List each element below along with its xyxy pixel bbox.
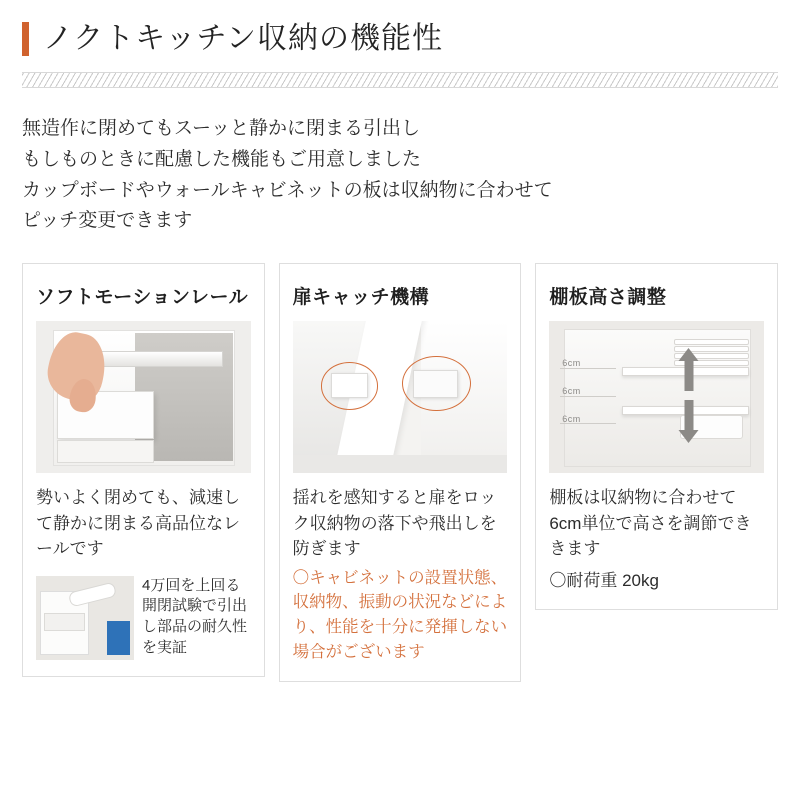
intro-line-2: もしものときに配慮した機能もご用意しました	[22, 148, 422, 170]
highlight-circle-icon	[402, 356, 471, 411]
page-header	[0, 0, 800, 56]
card-inset-block	[36, 576, 251, 660]
card-note-text: 〇キャビネットの設置状態、収納物、振動の状況などにより、性能を十分に発揮しない場合がございます	[292, 568, 508, 661]
card-title: 扉キャッチ機構	[292, 287, 430, 309]
shelf-gap-label: 6cm	[562, 357, 581, 368]
shelf-gap-label: 6cm	[562, 413, 581, 424]
feature-card-soft-motion-rail	[22, 263, 265, 677]
door-catch-photo	[293, 321, 508, 473]
card-title: 棚板高さ調整	[549, 287, 667, 309]
height-adjust-arrows-icon	[678, 348, 699, 442]
card-body-text: 揺れを感知すると扉をロック収納物の落下や飛出しを防ぎます	[292, 488, 497, 559]
intro-line-1: 無造作に閉めてもスーッと静かに閉まる引出し	[22, 118, 421, 139]
feature-card-shelf-height	[535, 263, 778, 610]
highlight-circle-icon	[321, 362, 379, 410]
drawer-soft-close-photo	[36, 321, 251, 473]
intro-line-4: ピッチ変更できます	[22, 210, 193, 232]
shelf-height-adjust-photo	[549, 321, 764, 473]
feature-card-door-catch	[279, 263, 522, 682]
hatched-divider	[22, 72, 778, 88]
feature-card-list	[22, 263, 778, 682]
drawer-durability-test-photo	[36, 576, 134, 660]
card-body-text: 勢いよく閉めても、減速して静かに閉まる高品位なレールです	[36, 488, 240, 559]
intro-paragraph	[22, 114, 778, 237]
header-accent-bar	[22, 22, 29, 56]
card-inset-text: 4万回を上回る開閉試験で引出し部品の耐久性を実証	[142, 576, 248, 656]
card-title: ソフトモーションレール	[36, 287, 249, 309]
intro-line-3: カップボードやウォールキャビネットの板は収納物に合わせて	[22, 179, 553, 201]
card-note-text: 〇耐荷重 20kg	[549, 570, 659, 590]
shelf-gap-label: 6cm	[562, 386, 581, 397]
page-title: ノクトキッチン収納の機能性	[43, 22, 443, 55]
card-body-text: 棚板は収納物に合わせて6cm単位で高さを調節でききます	[549, 488, 752, 559]
